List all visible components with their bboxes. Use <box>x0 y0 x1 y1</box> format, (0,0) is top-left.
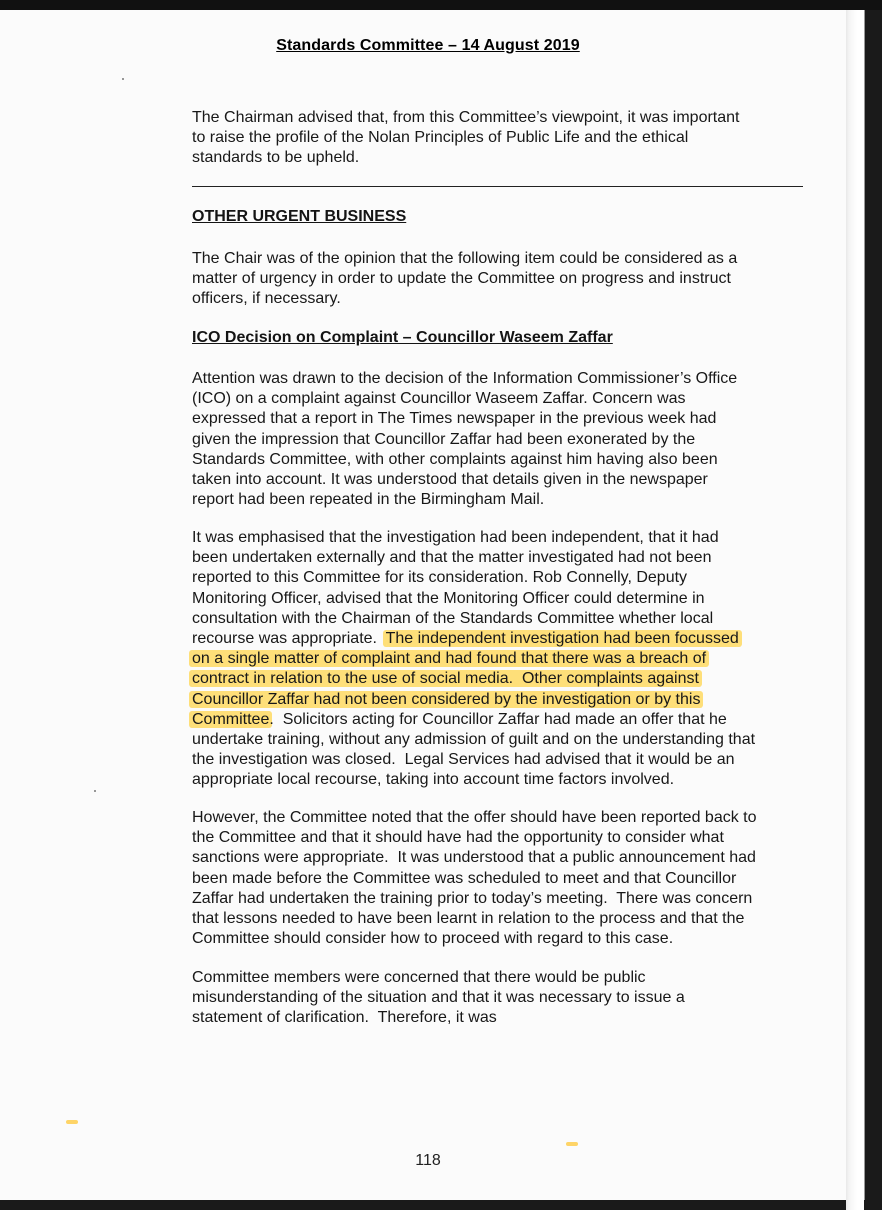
text-line: Committee members were concerned that there would be public <box>192 969 646 986</box>
text-run: recourse was appropriate. <box>192 630 386 648</box>
text-line: matter of urgency in order to update the Committee on progress and instruct <box>192 270 731 288</box>
highlighted-text: Committee <box>192 710 270 728</box>
ico-paragraph-1 <box>192 369 832 510</box>
text-line: to raise the profile of the Nolan Principles of Public Life and the ethical <box>192 129 689 147</box>
text-run: . Solicitors acting for Councillor Zaffar had made an offer that he <box>269 710 727 728</box>
text-line: that lessons needed to have been learnt in relation to the process and that the <box>192 910 745 928</box>
highlighted-text: contract in relation to the use of social media. Other complaints against <box>192 670 699 688</box>
text-line: It was emphasised that the investigation had been independent, that it had <box>192 529 719 546</box>
page-number: 118 <box>415 1152 441 1169</box>
text-line: standards to be upheld. <box>192 149 360 167</box>
urgent-business-heading: OTHER URGENT BUSINESS <box>192 208 407 225</box>
highlighted-text: Councillor Zaffar had not been considered by the investigation or by this <box>192 690 701 708</box>
text-line: the Committee and that it should have had the opportunity to consider what <box>192 829 724 847</box>
text-line <box>192 690 832 710</box>
section-divider <box>192 186 803 187</box>
text-line <box>192 710 832 730</box>
text-line: Attention was drawn to the decision of the Information Commissioner’s Office <box>192 370 738 387</box>
text-line <box>192 669 832 689</box>
text-line: undertake training, without any admission of guilt and on the understanding that <box>192 731 756 749</box>
ico-paragraph-2 <box>192 528 832 791</box>
highlighter-smudge <box>566 1142 578 1146</box>
highlighted-text: on a single matter of complaint and had found that there was a breach of <box>192 650 707 668</box>
text-line: consultation with the Chairman of the Standards Committee whether local <box>192 609 714 627</box>
ico-paragraph-3 <box>192 808 832 949</box>
text-line: reported to this Committee for its consideration. Rob Connelly, Deputy <box>192 569 688 587</box>
text-line: been made before the Committee was scheduled to meet and that Councillor <box>192 869 737 887</box>
ico-paragraph-4 <box>192 968 832 1029</box>
text-line: been undertaken externally and that the matter investigated had not been <box>192 549 712 567</box>
text-line: officers, if necessary. <box>192 290 341 308</box>
text-line: the investigation was closed. Legal Services had advised that it would be an <box>192 751 735 769</box>
scan-speck <box>94 790 96 792</box>
text-line: Zaffar had undertaken the training prior to today’s meeting. There was concern <box>192 889 753 907</box>
text-line: The Chairman advised that, from this Committee’s viewpoint, it was important <box>192 109 740 126</box>
text-line: Monitoring Officer, advised that the Monitoring Officer could determine in <box>192 589 705 607</box>
text-line <box>192 649 832 669</box>
text-line: The Chair was of the opinion that the following item could be considered as a <box>192 250 738 267</box>
scan-speck <box>122 78 124 80</box>
text-line: sanctions were appropriate. It was understood that a public announcement had <box>192 849 756 867</box>
text-line: taken into account. It was understood that details given in the newspaper <box>192 471 708 489</box>
text-line: expressed that a report in The Times newspaper in the previous week had <box>192 410 717 428</box>
highlighter-smudge <box>66 1120 78 1124</box>
text-line: report had been repeated in the Birmingham Mail. <box>192 491 545 509</box>
intro-paragraph <box>192 108 832 169</box>
urgent-business-paragraph <box>192 249 832 310</box>
text-line: appropriate local recourse, taking into account time factors involved. <box>192 771 675 789</box>
text-line: However, the Committee noted that the offer should have been reported back to <box>192 809 757 826</box>
highlighted-text: The independent investigation had been focussed <box>385 630 739 648</box>
top-border <box>0 0 882 10</box>
page-edge <box>846 10 864 1210</box>
ico-decision-heading: ICO Decision on Complaint – Councillor Waseem Zaffar <box>192 329 613 346</box>
page-header-title: Standards Committee – 14 August 2019 <box>276 37 580 54</box>
text-line: given the impression that Councillor Zaffar had been exonerated by the <box>192 430 696 448</box>
text-line: Standards Committee, with other complaints against him having also been <box>192 450 718 468</box>
text-line: statement of clarification. Therefore, it was <box>192 1009 497 1027</box>
text-line: Committee should consider how to proceed with regard to this case. <box>192 930 674 948</box>
text-line: (ICO) on a complaint against Councillor Waseem Zaffar. Concern was <box>192 390 686 408</box>
text-line <box>192 629 832 649</box>
text-line: misunderstanding of the situation and that it was necessary to issue a <box>192 989 685 1007</box>
